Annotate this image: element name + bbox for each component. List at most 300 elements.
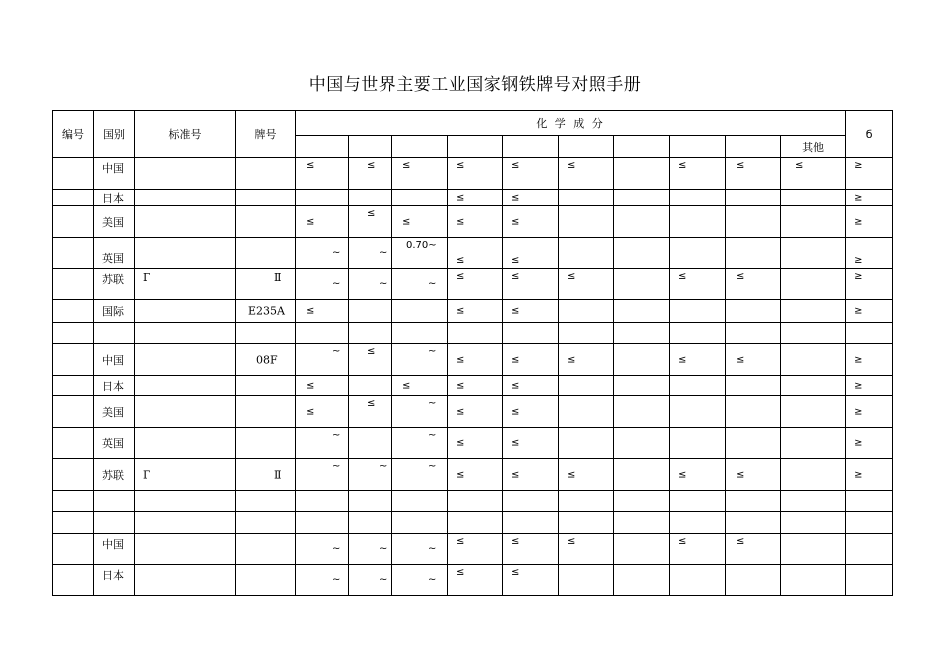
table-cell: [392, 238, 448, 269]
cell-text: ≥: [854, 160, 863, 171]
table-cell: [614, 565, 670, 596]
table-cell: [559, 396, 614, 428]
table-cell: [559, 238, 614, 269]
table-cell: [726, 396, 781, 428]
table-cell: [236, 238, 296, 269]
table-cell: [781, 238, 846, 269]
cell-text: ~: [332, 461, 341, 472]
table-cell: [296, 512, 349, 534]
cell-text: ≤: [511, 380, 520, 391]
sub-cell: [392, 136, 448, 158]
table-row: [53, 491, 893, 512]
table-cell: [296, 428, 349, 459]
table-cell: [726, 238, 781, 269]
table-cell: [296, 396, 349, 428]
table-cell: [349, 300, 392, 323]
sub-cell: [726, 136, 781, 158]
table-cell: [448, 491, 503, 512]
table-cell: [296, 565, 349, 596]
table-cell: [726, 565, 781, 596]
header-grade: [236, 111, 296, 158]
table-cell: [781, 396, 846, 428]
cell-text: ≤: [511, 437, 520, 449]
table-cell: [559, 190, 614, 206]
table-cell: [726, 344, 781, 376]
table-cell: [135, 491, 236, 512]
table-cell: [614, 190, 670, 206]
cell-text: ≤: [402, 216, 411, 227]
table-cell: [670, 376, 726, 396]
cell-text: ~: [332, 247, 341, 259]
table-cell: [503, 190, 559, 206]
table-cell: [236, 206, 296, 238]
sub-cell: [503, 136, 559, 158]
table-cell: [846, 269, 893, 300]
cell-text: ≤: [678, 354, 687, 365]
table-cell: [559, 158, 614, 190]
table-cell: [236, 269, 296, 300]
table-cell: [94, 300, 135, 323]
sub-cell: [559, 136, 614, 158]
header-other-label: 其他: [802, 140, 825, 154]
table-cell: [670, 459, 726, 491]
table-cell: [448, 269, 503, 300]
table-cell: [559, 323, 614, 344]
table-cell: [94, 491, 135, 512]
table-cell: [53, 269, 94, 300]
sub-cell: [614, 136, 670, 158]
table-cell: [781, 190, 846, 206]
cell-text: ≤: [456, 354, 465, 365]
table-cell: [53, 491, 94, 512]
table-cell: [135, 238, 236, 269]
cell-text: ≤: [367, 208, 376, 219]
table-cell: [781, 491, 846, 512]
table-cell: [94, 323, 135, 344]
table-cell: [503, 428, 559, 459]
table-cell: [392, 491, 448, 512]
table-cell: [503, 323, 559, 344]
table-cell: [503, 300, 559, 323]
cell-text: ≤: [511, 305, 520, 317]
table-cell: [846, 158, 893, 190]
table-cell: [670, 534, 726, 565]
table-cell: [53, 190, 94, 206]
table-row: [53, 323, 893, 344]
header-other: [781, 136, 846, 158]
table-cell: [236, 376, 296, 396]
cell-text: ≤: [736, 536, 745, 547]
table-cell: [296, 206, 349, 238]
table-cell: [726, 459, 781, 491]
table-cell: [846, 534, 893, 565]
table-cell: [503, 459, 559, 491]
table-cell: [781, 344, 846, 376]
cell-text: ≥: [854, 305, 863, 317]
table-cell: [448, 396, 503, 428]
table-cell: [670, 512, 726, 534]
table-cell: [53, 534, 94, 565]
cell-text: ≤: [456, 567, 465, 578]
table-cell: [349, 491, 392, 512]
table-cell: [781, 534, 846, 565]
table-cell: [94, 534, 135, 565]
table-cell: [349, 512, 392, 534]
table-cell: [94, 376, 135, 396]
table-cell: [236, 190, 296, 206]
table-cell: [236, 428, 296, 459]
table-cell: [614, 459, 670, 491]
table-cell: [392, 534, 448, 565]
table-cell: [53, 158, 94, 190]
table-cell: [448, 190, 503, 206]
table-cell: [135, 428, 236, 459]
header-last: [846, 111, 893, 158]
cell-text: ≤: [456, 536, 465, 547]
cell-text: ≤: [736, 160, 745, 171]
table-cell: [94, 158, 135, 190]
table-cell: [392, 565, 448, 596]
cell-text: ≥: [854, 271, 863, 282]
table-cell: [392, 396, 448, 428]
table-cell: [503, 565, 559, 596]
table-cell: [846, 428, 893, 459]
table-cell: [726, 428, 781, 459]
cell-text: ≤: [511, 354, 520, 365]
cell-text: ≤: [511, 469, 520, 480]
cell-text: ≤: [456, 437, 465, 449]
cell-text: ≥: [854, 255, 863, 266]
table-cell: [349, 534, 392, 565]
table-cell: [448, 158, 503, 190]
cell-text: Ⅱ: [274, 271, 282, 284]
table-cell: [135, 300, 236, 323]
table-cell: [670, 158, 726, 190]
cell-text: 国际: [102, 305, 124, 318]
cell-text: 中国: [102, 162, 124, 175]
table-cell: [53, 323, 94, 344]
table-cell: [135, 158, 236, 190]
cell-text: ≥: [854, 406, 863, 417]
table-cell: [135, 459, 236, 491]
table-cell: [135, 512, 236, 534]
table-cell: [559, 491, 614, 512]
table-cell: [349, 565, 392, 596]
table-cell: [614, 158, 670, 190]
table-cell: [670, 190, 726, 206]
table-cell: [236, 512, 296, 534]
sub-cell: [349, 136, 392, 158]
cell-text: ≤: [511, 406, 520, 417]
table-cell: [392, 269, 448, 300]
table-row: [53, 565, 893, 596]
table-cell: [349, 158, 392, 190]
table-cell: [349, 190, 392, 206]
table-cell: [559, 428, 614, 459]
table-cell: [614, 428, 670, 459]
table-cell: [726, 300, 781, 323]
cell-text: ≤: [367, 160, 376, 171]
table-cell: [296, 300, 349, 323]
table-row: [53, 206, 893, 238]
table-cell: [448, 238, 503, 269]
table-cell: [726, 491, 781, 512]
cell-text: ≤: [456, 469, 465, 480]
table-row: [53, 190, 893, 206]
cell-text: ~: [428, 398, 437, 409]
table-cell: [846, 376, 893, 396]
cell-text: ≥: [854, 192, 863, 203]
cell-text: ≤: [456, 380, 465, 391]
table-cell: [670, 269, 726, 300]
header-standard: [135, 111, 236, 158]
table-cell: [670, 565, 726, 596]
table-cell: [296, 238, 349, 269]
table-cell: [781, 323, 846, 344]
table-cell: [392, 300, 448, 323]
cell-text: ≤: [678, 160, 687, 171]
table-cell: [781, 459, 846, 491]
cell-text: ≤: [678, 536, 687, 547]
cell-text: ≤: [456, 160, 465, 171]
table-cell: [53, 376, 94, 396]
table-cell: [846, 206, 893, 238]
cell-text: ≥: [854, 354, 863, 365]
header-country-label: 国别: [103, 128, 125, 141]
cell-text: 美国: [102, 215, 124, 229]
table-row: [53, 158, 893, 190]
table-cell: [94, 396, 135, 428]
table-cell: [503, 158, 559, 190]
cell-text: 中国: [102, 353, 124, 367]
table-cell: [296, 459, 349, 491]
table-cell: [846, 396, 893, 428]
table-cell: [94, 206, 135, 238]
table-cell: [448, 459, 503, 491]
table-cell: [349, 269, 392, 300]
cell-text: ~: [428, 461, 437, 472]
table-cell: [670, 300, 726, 323]
cell-text: 苏联: [102, 273, 124, 286]
table-cell: [503, 344, 559, 376]
table-cell: [296, 344, 349, 376]
cell-text: 英国: [102, 252, 124, 265]
cell-text: 苏联: [102, 468, 124, 482]
cell-text: ~: [428, 543, 437, 555]
table-cell: [392, 323, 448, 344]
table-cell: [236, 158, 296, 190]
table-cell: [614, 238, 670, 269]
cell-text: ≤: [306, 160, 315, 171]
page-title: 中国与世界主要工业国家钢铁牌号对照手册: [308, 75, 642, 95]
table-cell: [349, 396, 392, 428]
table-cell: [670, 323, 726, 344]
table-row: [53, 300, 893, 323]
table-cell: [94, 344, 135, 376]
cell-text: ≤: [795, 160, 804, 171]
table-cell: [781, 206, 846, 238]
table-cell: [236, 323, 296, 344]
table-cell: [670, 344, 726, 376]
table-row: [53, 396, 893, 428]
cell-text: ≤: [306, 305, 315, 317]
table-cell: [392, 512, 448, 534]
table-cell: [614, 534, 670, 565]
table-cell: [94, 565, 135, 596]
cell-text: ≤: [456, 255, 465, 266]
table-cell: [296, 158, 349, 190]
table-cell: [614, 300, 670, 323]
sub-cell: [670, 136, 726, 158]
cell-text: ≤: [367, 346, 376, 357]
cell-text: ≤: [511, 216, 520, 227]
header-chem-label: 化 学 成 分: [536, 117, 605, 130]
cell-text: ≤: [678, 469, 687, 480]
cell-text: ≤: [567, 160, 576, 171]
table-row: [53, 428, 893, 459]
cell-text: ≤: [567, 469, 576, 480]
cell-text: ~: [379, 461, 388, 472]
table-cell: [94, 428, 135, 459]
cell-text: Г: [143, 271, 151, 284]
table-cell: [614, 344, 670, 376]
table-cell: [349, 323, 392, 344]
steel-grade-table: [52, 110, 893, 596]
table-cell: [781, 269, 846, 300]
cell-text: ≤: [736, 469, 745, 480]
cell-text: ≤: [306, 380, 315, 391]
cell-text: ~: [332, 574, 341, 586]
table-cell: [614, 396, 670, 428]
table-cell: [503, 376, 559, 396]
cell-text: ≤: [402, 160, 411, 171]
table-cell: [448, 512, 503, 534]
cell-text: 中国: [102, 538, 124, 551]
table-cell: [846, 238, 893, 269]
table-cell: [670, 428, 726, 459]
table-cell: [392, 459, 448, 491]
table-cell: [781, 158, 846, 190]
table-cell: [503, 238, 559, 269]
table-cell: [53, 206, 94, 238]
table-cell: [392, 344, 448, 376]
header-grade-label: 牌号: [254, 128, 277, 141]
table-cell: [448, 323, 503, 344]
cell-text: ~: [428, 574, 437, 586]
table-cell: [559, 376, 614, 396]
table-cell: [135, 534, 236, 565]
table-cell: [392, 428, 448, 459]
cell-text: ≤: [306, 216, 315, 227]
cell-text: ~: [332, 278, 341, 290]
cell-text: ~: [379, 278, 388, 290]
cell-text: ≥: [854, 469, 863, 480]
cell-text: ~: [332, 430, 341, 441]
table-cell: [614, 323, 670, 344]
cell-text: ~: [379, 247, 388, 259]
table-cell: [781, 376, 846, 396]
table-cell: [846, 512, 893, 534]
cell-text: ~: [428, 346, 437, 357]
table-cell: [135, 565, 236, 596]
cell-text: ≤: [511, 271, 520, 282]
cell-text: 日本: [102, 569, 124, 582]
table-row: [53, 344, 893, 376]
table-cell: [392, 190, 448, 206]
cell-text: 日本: [102, 191, 124, 205]
table-cell: [135, 344, 236, 376]
header-chem: [296, 111, 846, 136]
table-cell: [781, 565, 846, 596]
table-cell: [503, 269, 559, 300]
table-cell: [726, 190, 781, 206]
table-cell: [296, 269, 349, 300]
table-cell: [846, 190, 893, 206]
cell-text: 日本: [102, 379, 124, 393]
header-no-label: 编号: [62, 128, 84, 141]
table-cell: [53, 428, 94, 459]
table-cell: [53, 565, 94, 596]
table-cell: [448, 206, 503, 238]
table-cell: [135, 269, 236, 300]
cell-text: ≥: [854, 380, 863, 391]
table-cell: [726, 376, 781, 396]
cell-text: ≤: [736, 271, 745, 282]
table-row: [53, 459, 893, 491]
table-cell: [392, 158, 448, 190]
table-cell: [559, 344, 614, 376]
table-cell: [392, 206, 448, 238]
table-cell: [559, 512, 614, 534]
table-cell: [53, 344, 94, 376]
table-cell: [236, 396, 296, 428]
table-cell: [503, 396, 559, 428]
table-cell: [559, 565, 614, 596]
table-cell: [349, 459, 392, 491]
cell-text: 英国: [102, 437, 124, 450]
table-cell: [614, 512, 670, 534]
table-cell: [53, 512, 94, 534]
table-cell: [503, 534, 559, 565]
table-cell: [94, 269, 135, 300]
cell-text: ≤: [511, 192, 520, 203]
table-cell: [726, 512, 781, 534]
table-cell: [726, 323, 781, 344]
table-cell: [236, 534, 296, 565]
table-cell: [846, 344, 893, 376]
cell-text: ≤: [456, 192, 465, 203]
cell-text: Ⅱ: [274, 468, 282, 481]
table-cell: [559, 534, 614, 565]
table-cell: [846, 323, 893, 344]
sub-cell: [296, 136, 349, 158]
table-cell: [236, 491, 296, 512]
table-cell: [559, 206, 614, 238]
table-cell: [670, 238, 726, 269]
table-cell: [503, 206, 559, 238]
table-cell: [236, 300, 296, 323]
table-cell: [614, 269, 670, 300]
table-row: [53, 269, 893, 300]
table-cell: [726, 534, 781, 565]
table-cell: [448, 534, 503, 565]
table-cell: [670, 396, 726, 428]
table-cell: [448, 428, 503, 459]
table-cell: [53, 238, 94, 269]
header-last-label: б: [865, 127, 873, 141]
cell-text: ~: [332, 346, 341, 357]
table-cell: [135, 376, 236, 396]
